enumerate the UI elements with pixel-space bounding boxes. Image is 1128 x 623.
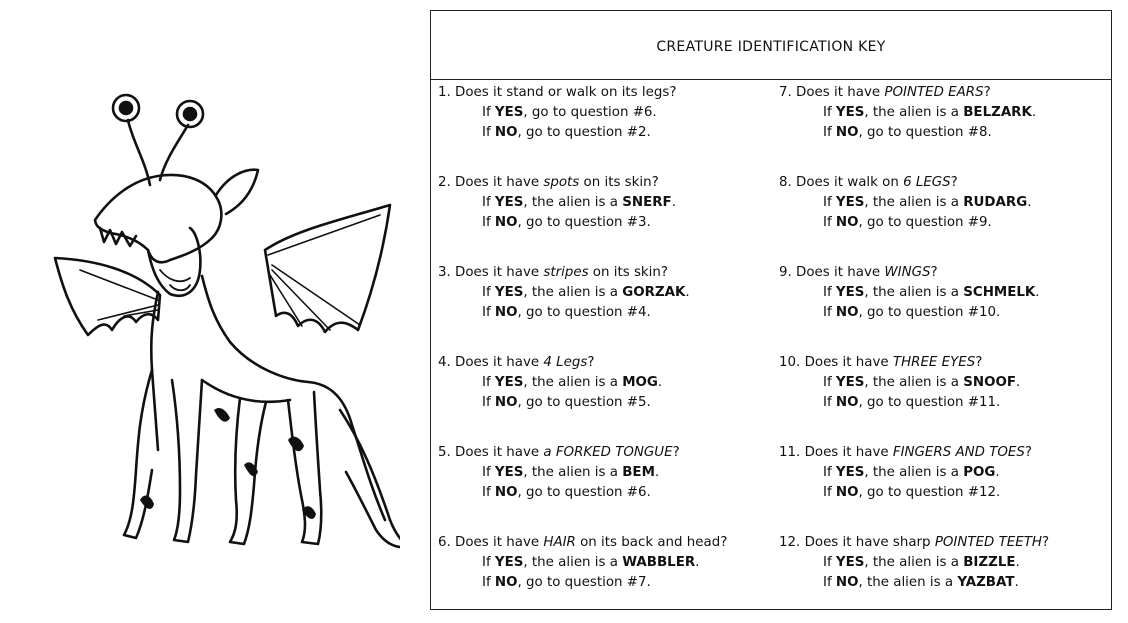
yes-text: , the alien is a bbox=[864, 285, 964, 300]
no-branch: If NO, go to question #7. bbox=[482, 575, 651, 590]
yes-end: . bbox=[654, 465, 660, 480]
yes-end: . bbox=[1035, 285, 1040, 300]
yes-branch: If YES, the alien is a SNERF. bbox=[482, 195, 676, 210]
question-prefix: Does it have bbox=[455, 445, 544, 460]
no-keyword: NO bbox=[494, 575, 518, 590]
question-item bbox=[438, 263, 778, 353]
no-text: , go to question #6. bbox=[517, 485, 651, 500]
alien-creature-illustration bbox=[40, 80, 400, 560]
question-suffix: ? bbox=[975, 355, 983, 370]
question-feature: WINGS bbox=[884, 265, 931, 280]
key-title: CREATURE IDENTIFICATION KEY bbox=[656, 39, 886, 55]
yes-end: . bbox=[671, 195, 676, 210]
yes-keyword: YES bbox=[835, 465, 865, 480]
no-text: , the alien is a bbox=[858, 575, 958, 590]
no-text: , go to question #3. bbox=[517, 215, 651, 230]
yes-text: , the alien is a bbox=[864, 375, 964, 390]
question-item bbox=[438, 533, 778, 623]
question-text bbox=[779, 83, 1109, 103]
yes-keyword: YES bbox=[494, 195, 524, 210]
question-feature: POINTED EARS bbox=[884, 85, 984, 100]
yes-alien-name: WABBLER bbox=[622, 555, 696, 570]
ear bbox=[216, 170, 258, 214]
yes-alien-name: SCHMELK bbox=[963, 285, 1036, 300]
yes-alien-name: BELZARK bbox=[963, 105, 1032, 120]
yes-keyword: YES bbox=[494, 285, 524, 300]
yes-text: , the alien is a bbox=[523, 285, 623, 300]
front-leg-left bbox=[124, 370, 152, 538]
question-item bbox=[779, 263, 1109, 353]
yes-branch: If YES, the alien is a BEM. bbox=[482, 465, 660, 480]
no-text: , go to question #8. bbox=[858, 125, 992, 140]
question-prefix: Does it have bbox=[796, 85, 885, 100]
yes-keyword: YES bbox=[494, 555, 524, 570]
no-text: , go to question #10. bbox=[858, 305, 1001, 320]
no-alien-name: YAZBAT bbox=[957, 575, 1015, 590]
yes-branch: If YES, the alien is a GORZAK. bbox=[482, 285, 690, 300]
yes-keyword: YES bbox=[494, 375, 524, 390]
question-suffix: ? bbox=[983, 85, 991, 100]
yes-keyword: YES bbox=[835, 555, 865, 570]
yes-text: , the alien is a bbox=[864, 555, 964, 570]
back-leg-right bbox=[288, 392, 321, 544]
no-end: . bbox=[1014, 575, 1019, 590]
question-prefix: Does it have bbox=[455, 265, 544, 280]
title-divider bbox=[431, 79, 1111, 80]
question-feature: spots bbox=[543, 175, 580, 190]
no-text: , go to question #9. bbox=[858, 215, 992, 230]
questions-column-right bbox=[779, 83, 1109, 623]
question-prefix: Does it have bbox=[455, 175, 544, 190]
yes-end: . bbox=[1015, 555, 1020, 570]
no-text: , go to question #4. bbox=[517, 305, 651, 320]
question-text bbox=[438, 353, 778, 373]
question-feature: THREE EYES bbox=[892, 355, 976, 370]
question-feature: 6 LEGS bbox=[903, 175, 951, 190]
yes-end: . bbox=[657, 375, 663, 390]
no-branch: If NO, go to question #12. bbox=[823, 485, 1001, 500]
left-wing bbox=[55, 258, 160, 335]
question-number: 7. bbox=[779, 85, 792, 100]
question-number: 6. bbox=[438, 535, 451, 550]
no-keyword: NO bbox=[494, 215, 518, 230]
question-number: 2. bbox=[438, 175, 451, 190]
question-number: 8. bbox=[779, 175, 792, 190]
yes-branch: If YES, the alien is a RUDARG. bbox=[823, 195, 1032, 210]
no-branch: If NO, go to question #4. bbox=[482, 305, 651, 320]
no-text: , go to question #12. bbox=[858, 485, 1001, 500]
yes-end: . bbox=[1031, 105, 1037, 120]
yes-branch: If YES, the alien is a BIZZLE. bbox=[823, 555, 1020, 570]
yes-keyword: YES bbox=[835, 195, 865, 210]
yes-branch: If YES, the alien is a MOG. bbox=[482, 375, 663, 390]
question-item bbox=[438, 353, 778, 443]
yes-keyword: YES bbox=[835, 105, 865, 120]
yes-branch: If YES, the alien is a SNOOF. bbox=[823, 375, 1021, 390]
question-feature: FINGERS AND TOES bbox=[892, 445, 1025, 460]
question-text bbox=[779, 443, 1109, 463]
no-text: , go to question #7. bbox=[517, 575, 651, 590]
yes-keyword: YES bbox=[835, 285, 865, 300]
no-keyword: NO bbox=[835, 305, 859, 320]
question-prefix: Does it have bbox=[455, 535, 544, 550]
question-prefix: Does it have bbox=[455, 355, 544, 370]
question-text bbox=[779, 533, 1109, 553]
no-branch: If NO, go to question #8. bbox=[823, 125, 992, 140]
yes-branch: If YES, the alien is a BELZARK. bbox=[823, 105, 1037, 120]
no-keyword: NO bbox=[835, 125, 859, 140]
no-branch: If NO, go to question #10. bbox=[823, 305, 1001, 320]
no-text: , go to question #2. bbox=[517, 125, 651, 140]
yes-text: , go to question #6. bbox=[523, 105, 657, 120]
no-branch: If NO, go to question #11. bbox=[823, 395, 1001, 410]
no-branch: If NO, go to question #2. bbox=[482, 125, 651, 140]
no-keyword: NO bbox=[835, 485, 859, 500]
yes-keyword: YES bbox=[494, 105, 524, 120]
question-number: 10. bbox=[779, 355, 801, 370]
question-suffix: on its back and head? bbox=[575, 535, 728, 550]
no-keyword: NO bbox=[494, 485, 518, 500]
yes-branch: If YES, go to question #6. bbox=[482, 105, 657, 120]
yes-alien-name: MOG bbox=[622, 375, 658, 390]
question-number: 12. bbox=[779, 535, 801, 550]
question-number: 3. bbox=[438, 265, 451, 280]
question-prefix: Does it stand or walk on its legs? bbox=[455, 85, 677, 100]
yes-keyword: YES bbox=[494, 465, 524, 480]
no-keyword: NO bbox=[494, 395, 518, 410]
right-wing bbox=[265, 205, 390, 332]
question-item bbox=[438, 83, 778, 173]
question-suffix: on its skin? bbox=[579, 175, 659, 190]
front-leg-right bbox=[172, 380, 202, 542]
question-suffix: ? bbox=[672, 445, 680, 460]
question-item bbox=[779, 173, 1109, 263]
question-item bbox=[438, 173, 778, 263]
question-text bbox=[779, 353, 1109, 373]
yes-branch: If YES, the alien is a POG. bbox=[823, 465, 1000, 480]
question-suffix: on its skin? bbox=[588, 265, 668, 280]
yes-alien-name: POG bbox=[963, 465, 996, 480]
question-item bbox=[779, 533, 1109, 623]
yes-text: , the alien is a bbox=[523, 375, 623, 390]
no-branch: If NO, go to question #6. bbox=[482, 485, 651, 500]
question-suffix: ? bbox=[1024, 445, 1032, 460]
no-branch: If NO, go to question #9. bbox=[823, 215, 992, 230]
question-text bbox=[779, 173, 1109, 193]
question-prefix: Does it have bbox=[804, 445, 893, 460]
no-text: , go to question #5. bbox=[517, 395, 651, 410]
question-item bbox=[779, 83, 1109, 173]
question-prefix: Does it walk on bbox=[796, 175, 904, 190]
question-prefix: Does it have bbox=[804, 355, 893, 370]
yes-alien-name: RUDARG bbox=[963, 195, 1028, 210]
question-suffix: ? bbox=[1041, 535, 1050, 550]
question-item bbox=[779, 353, 1109, 443]
no-keyword: NO bbox=[494, 305, 518, 320]
yes-alien-name: BEM bbox=[622, 465, 655, 480]
question-suffix: ? bbox=[950, 175, 958, 190]
no-branch: If NO, go to question #5. bbox=[482, 395, 651, 410]
no-keyword: NO bbox=[494, 125, 518, 140]
yes-branch: If YES, the alien is a SCHMELK. bbox=[823, 285, 1040, 300]
yes-alien-name: SNOOF bbox=[963, 375, 1016, 390]
question-feature: 4 Legs bbox=[543, 355, 588, 370]
yes-text: , the alien is a bbox=[864, 195, 964, 210]
question-text bbox=[438, 533, 778, 553]
question-prefix: Does it have sharp bbox=[804, 535, 935, 550]
question-number: 1. bbox=[438, 85, 451, 100]
question-number: 5. bbox=[438, 445, 451, 460]
question-number: 4. bbox=[438, 355, 451, 370]
question-feature: HAIR bbox=[543, 535, 576, 550]
no-branch: If NO, the alien is a YAZBAT. bbox=[823, 575, 1019, 590]
question-feature: stripes bbox=[543, 265, 589, 280]
yes-end: . bbox=[995, 465, 1000, 480]
no-keyword: NO bbox=[835, 395, 859, 410]
question-suffix: ? bbox=[587, 355, 595, 370]
yes-end: . bbox=[1015, 375, 1021, 390]
yes-text: , the alien is a bbox=[864, 465, 964, 480]
question-item bbox=[438, 443, 778, 533]
yes-alien-name: BIZZLE bbox=[963, 555, 1016, 570]
question-suffix: ? bbox=[930, 265, 938, 280]
question-item bbox=[779, 443, 1109, 533]
head bbox=[95, 175, 221, 262]
yes-end: . bbox=[685, 285, 690, 300]
question-prefix: Does it have bbox=[796, 265, 885, 280]
yes-branch: If YES, the alien is a WABBLER. bbox=[482, 555, 700, 570]
yes-end: . bbox=[695, 555, 700, 570]
yes-text: , the alien is a bbox=[523, 465, 623, 480]
question-text bbox=[438, 173, 778, 193]
question-text bbox=[438, 263, 778, 283]
yes-text: , the alien is a bbox=[523, 195, 623, 210]
question-feature: POINTED TEETH bbox=[934, 535, 1042, 550]
yes-end: . bbox=[1027, 195, 1032, 210]
question-number: 9. bbox=[779, 265, 792, 280]
question-text bbox=[779, 263, 1109, 283]
question-feature: a FORKED TONGUE bbox=[543, 445, 673, 460]
yes-text: , the alien is a bbox=[523, 555, 623, 570]
yes-keyword: YES bbox=[835, 375, 865, 390]
no-keyword: NO bbox=[835, 215, 859, 230]
no-branch: If NO, go to question #3. bbox=[482, 215, 651, 230]
no-keyword: NO bbox=[835, 575, 859, 590]
identification-key-box bbox=[430, 10, 1112, 610]
no-text: , go to question #11. bbox=[858, 395, 1001, 410]
question-text bbox=[438, 443, 778, 463]
questions-column-left bbox=[438, 83, 778, 623]
yes-text: , the alien is a bbox=[864, 105, 964, 120]
body bbox=[151, 276, 385, 520]
question-text bbox=[438, 83, 778, 103]
yes-alien-name: SNERF bbox=[622, 195, 672, 210]
question-number: 11. bbox=[779, 445, 801, 460]
yes-alien-name: GORZAK bbox=[622, 285, 686, 300]
